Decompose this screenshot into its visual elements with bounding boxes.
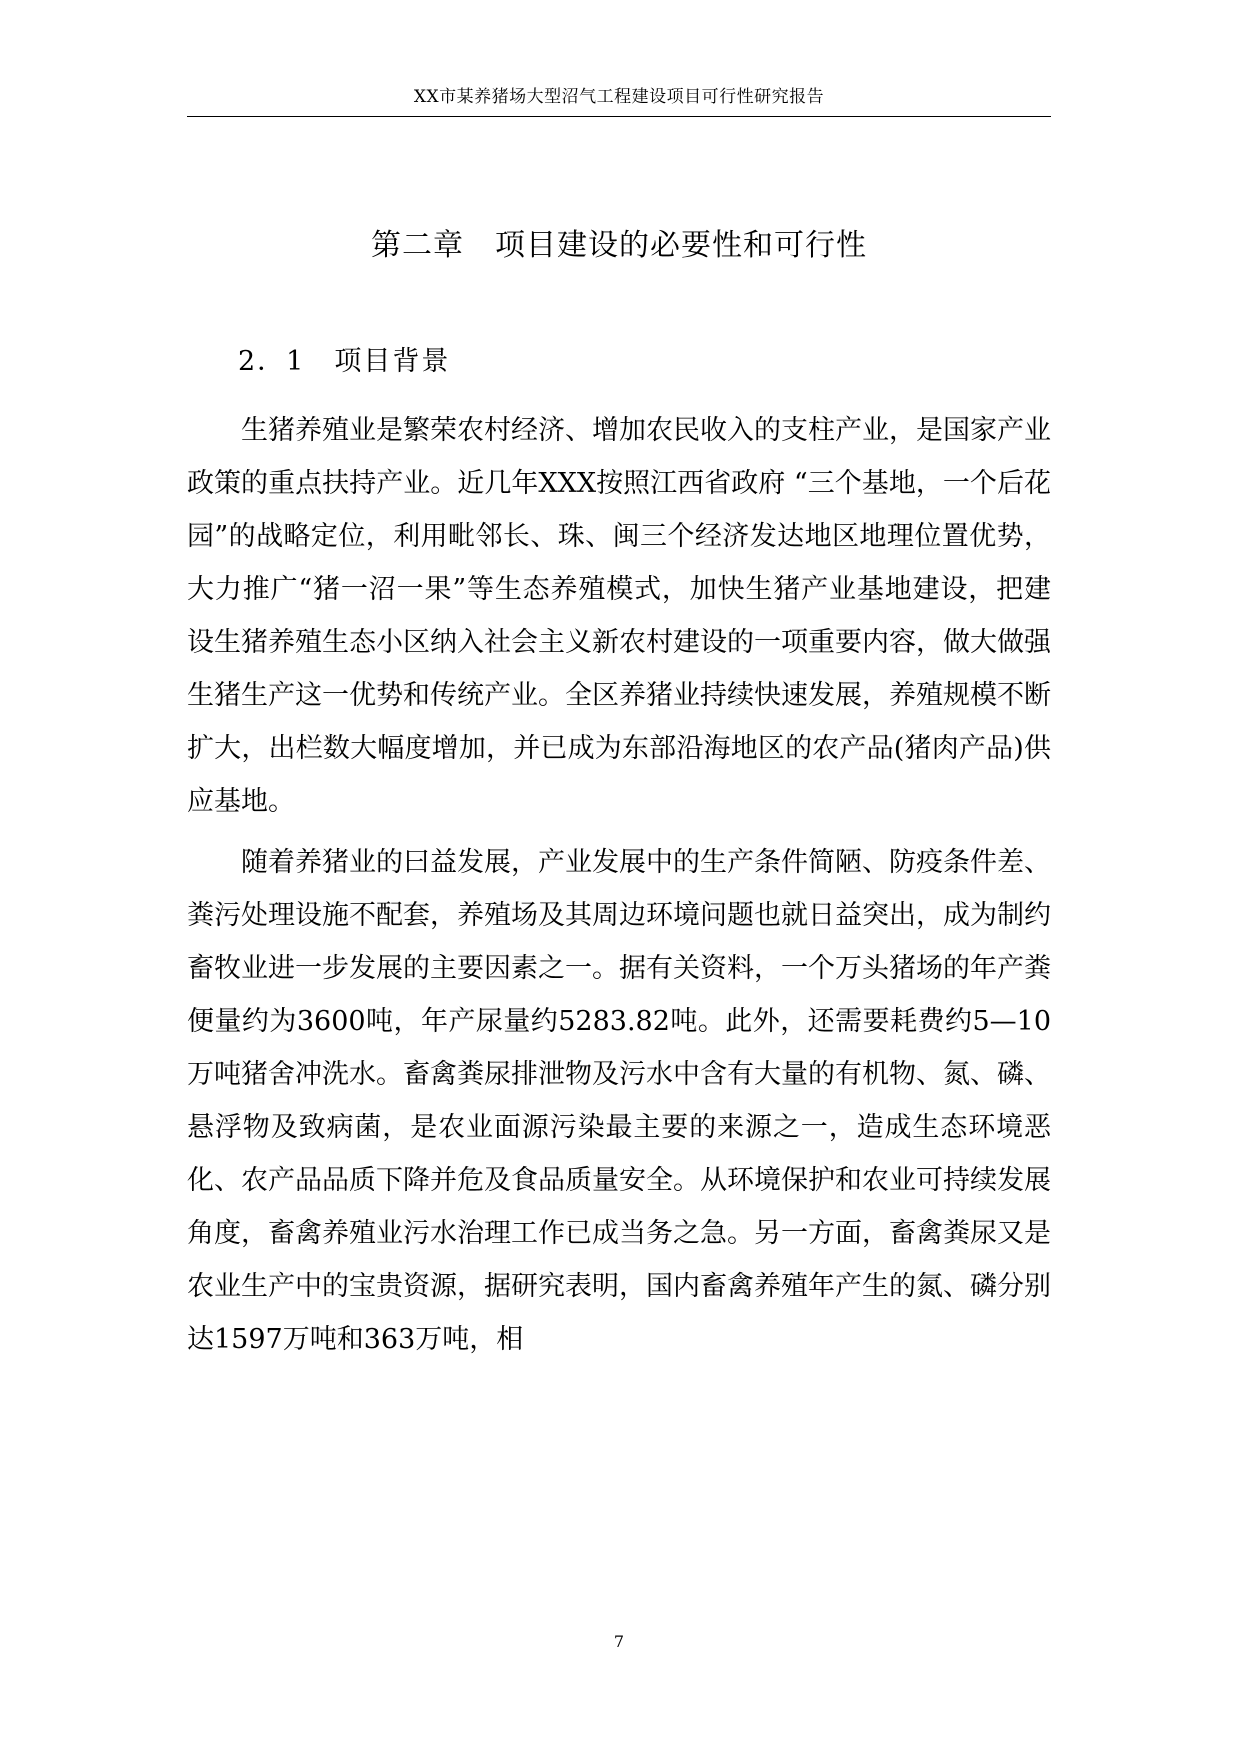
paragraph: 随着养猪业的曰益发展，产业发展中的生产条件简陋、防疫条件差、粪污处理设施不配套，养殖场及其周边环境问题也就日益突出，成为制约畜牧业进一步发展的主要因素之一。据有关资料，一个万头猪场的年产粪便量约为3600吨，年产尿量约5283.82吨。此外，还需要耗费约5—10万吨猪舍冲洗水。畜禽粪尿排泄物及污水中含有大量的有机物、氮、磷、悬浮物及致病菌，是农业面源污染最主要的来源之一，造成生态环境恶化、农产品品质下降并危及食品质量安全。从环境保护和农业可持续发展角度，畜禽养殖业污水治理工作已成当务之急。另一方面，畜禽粪尿又是农业生产中的宝贵资源，据研究表明，国内畜禽养殖年产生的氮、磷分别达1597万吨和363万吨，相 [187,847,1051,1355]
header-divider [187,116,1051,117]
page-number: 7 [613,1632,625,1651]
paragraph: 生猪养殖业是繁荣农村经济、增加农民收入的支柱产业，是国家产业政策的重点扶持产业。近几年XXX按照江西省政府 “三个基地，一个后花园”的战略定位，利用毗邻长、珠、闽三个经济发达地区地理位置优势，大力推广“猪一沼一果”等生态养殖模式，加快生猪产业基地建设，把建设生猪养殖生态小区纳入社会主义新农村建设的一项重要内容，做大做强生猪生产这一优势和传统产业。全区养猪业持续快速发展，养殖规模不断扩大，出栏数大幅度增加，并已成为东部沿海地区的农产品(猪肉产品)供应基地。 [187,415,1051,817]
section-heading: 2．1 项目背景 [238,346,451,377]
chapter-title: 第二章 项目建设的必要性和可行性 [371,228,867,263]
running-header: XX市某养猪场大型沼气工程建设项目可行性研究报告 [413,87,825,107]
body-text [187,404,1051,1366]
